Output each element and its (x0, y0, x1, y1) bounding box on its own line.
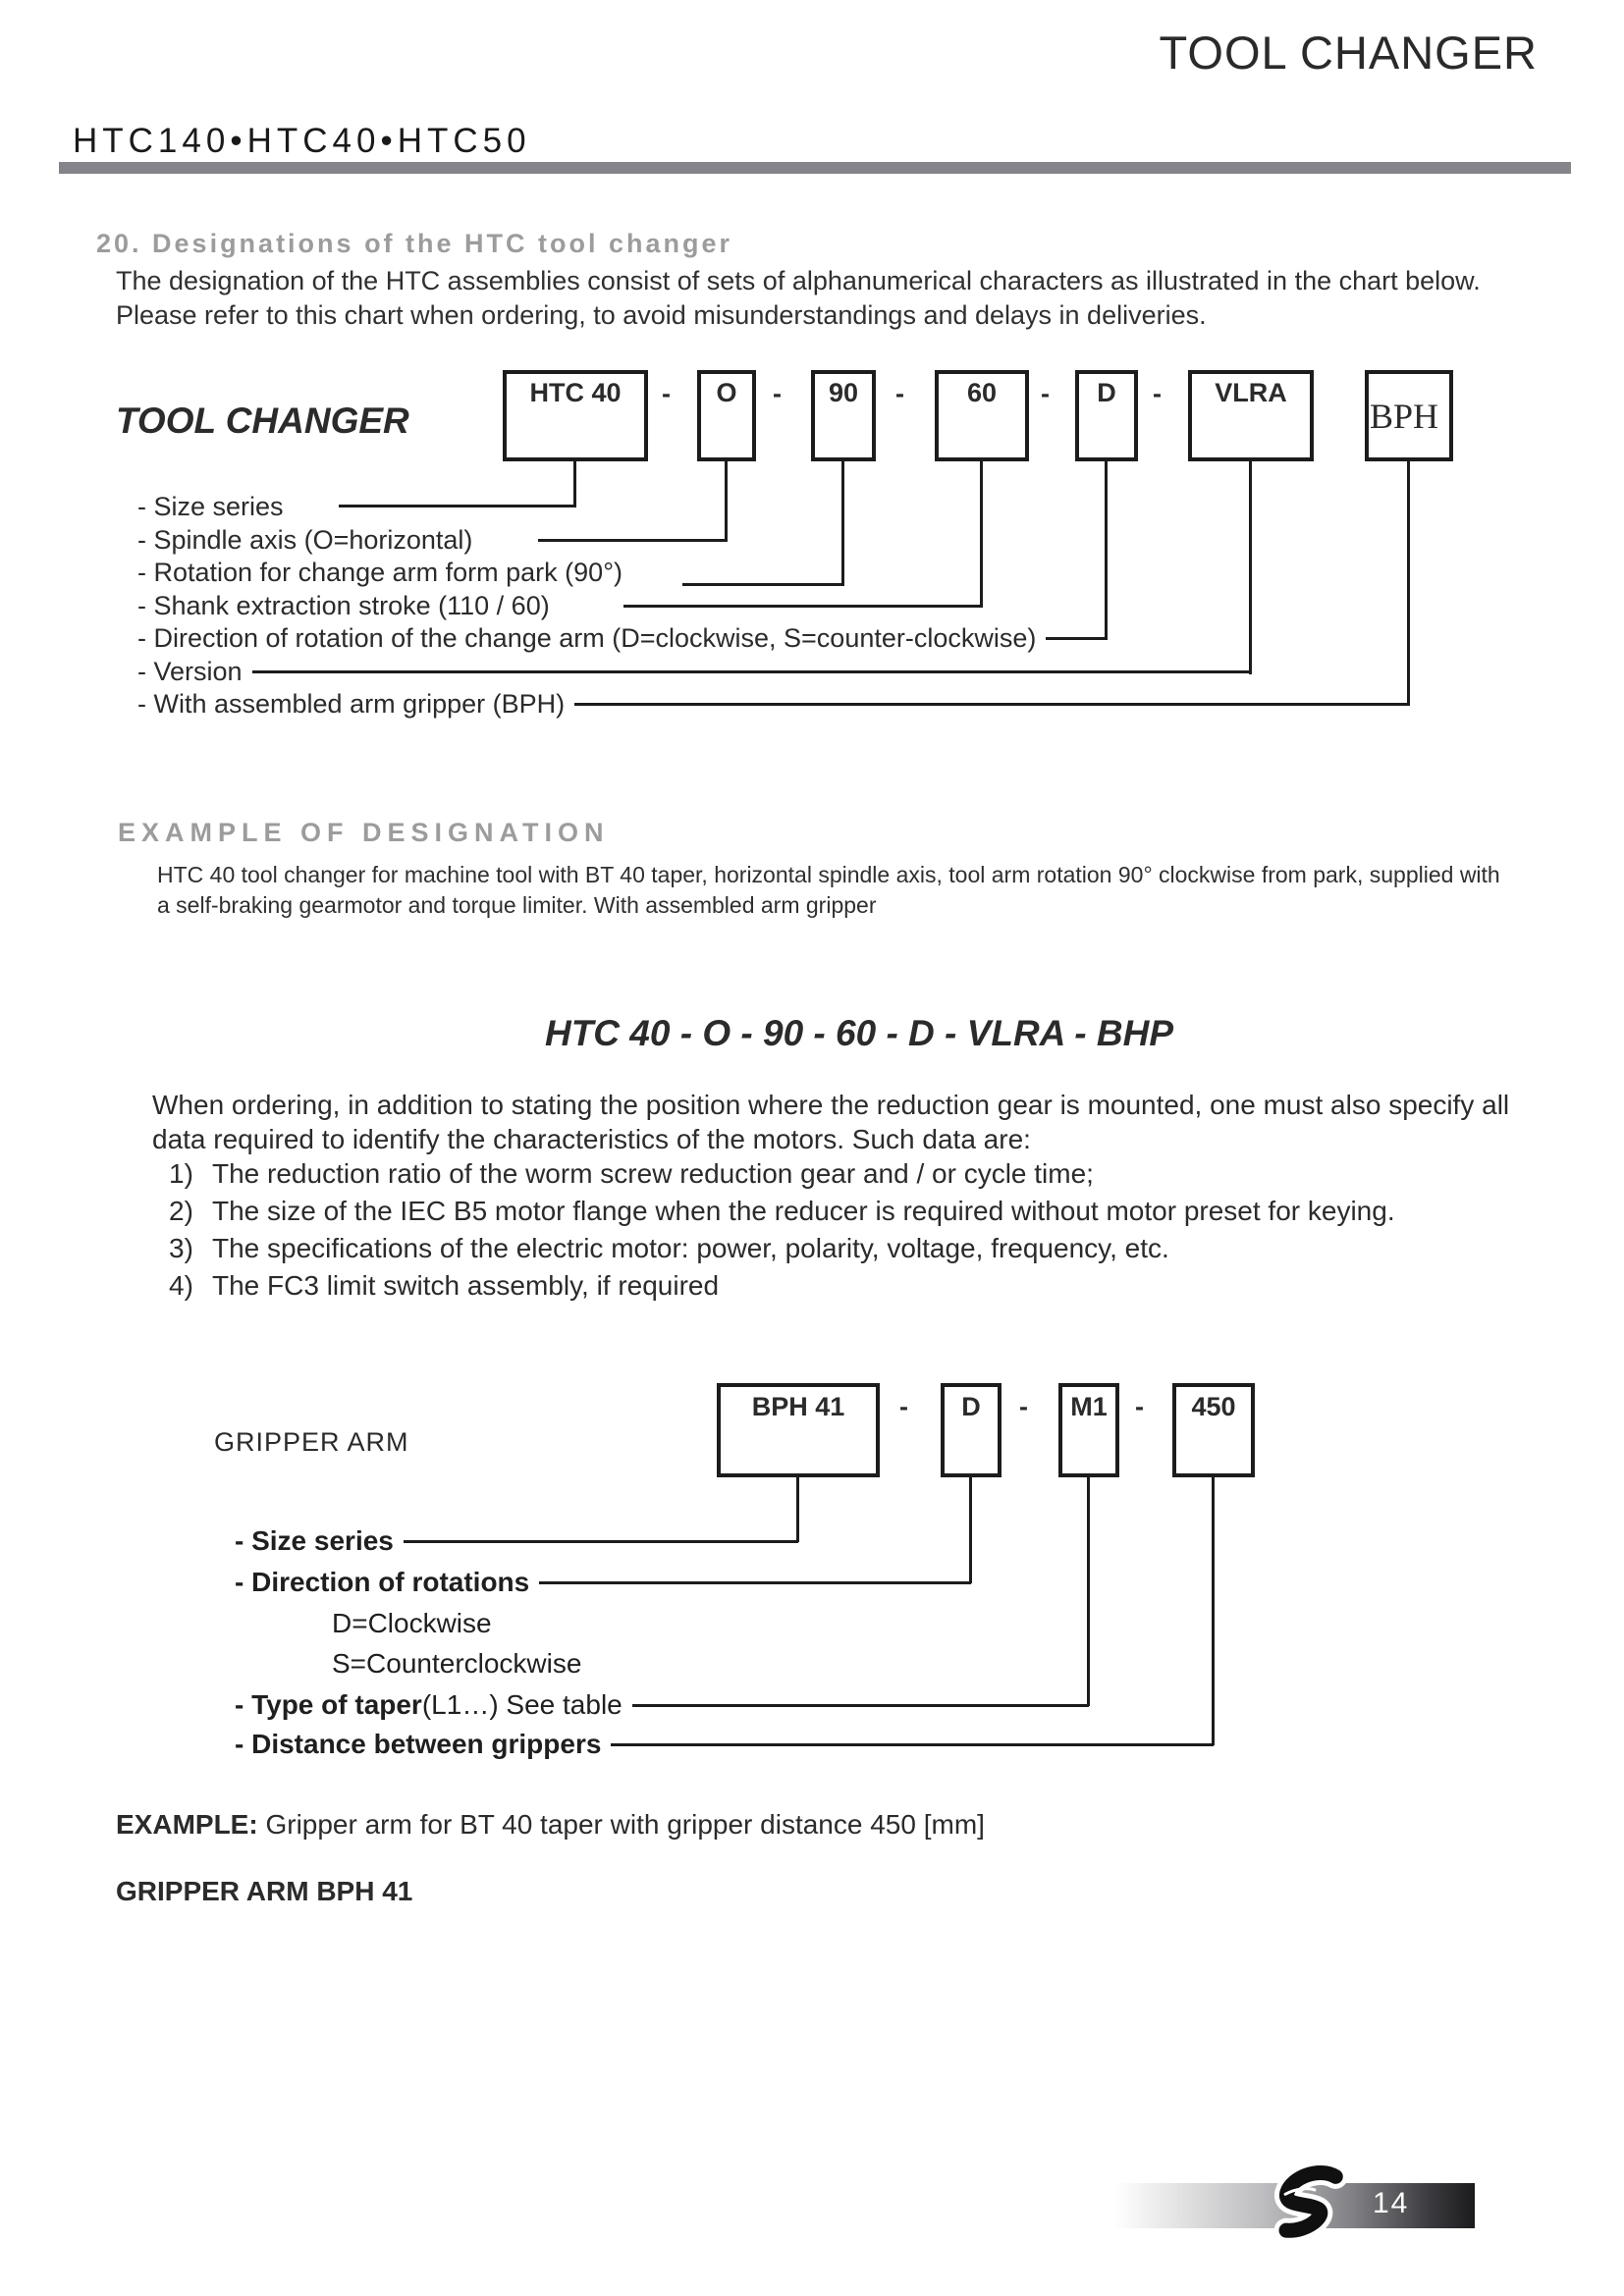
connector-line (623, 605, 983, 608)
page-title: TOOL CHANGER (1159, 27, 1538, 79)
gripper-example-text: Gripper arm for BT 40 taper with gripper distance 450 [mm] (257, 1809, 985, 1840)
intro-paragraph: The designation of the HTC assemblies consist of sets of alphanumerical characters as illustrated in the chart below. Please refer to this chart when ordering, to avoid misunderstandings and delays in deliveries. (116, 266, 1481, 330)
connector-line (1105, 461, 1108, 640)
connector-line (1046, 637, 1108, 640)
separator-dash: - (899, 1392, 908, 1421)
designation-box-version: VLRA (1188, 370, 1314, 461)
ordering-item-text: The specifications of the electric motor: power, polarity, voltage, frequency, etc. (212, 1233, 1169, 1263)
ordering-item-text: The reduction ratio of the worm screw reduction gear and / or cycle time; (212, 1158, 1094, 1189)
connector-line (632, 1704, 1089, 1707)
connector-line (725, 461, 728, 542)
header-rule (59, 162, 1571, 174)
gripper-box-direction: D (941, 1383, 1001, 1477)
ordering-paragraph: When ordering, in addition to stating the position where the reduction gear is mounted, one must also specify all data required to identify the characteristics of the motors. Such data are: (152, 1090, 1510, 1154)
designation-box-gripper-suffix: BPH (1365, 370, 1453, 461)
page-number: 14 (1373, 2187, 1410, 2219)
ordering-item-number: 4) (169, 1270, 193, 1301)
designation-box-rotation: 90 (811, 370, 876, 461)
designation-box-stroke: 60 (935, 370, 1029, 461)
gripper-option-clockwise: D=Clockwise (332, 1608, 492, 1638)
ordering-item-number: 2) (169, 1196, 193, 1226)
ordering-item (169, 1233, 1169, 1264)
gripper-legend-size (235, 1524, 798, 1558)
gripper-legend-taper-bold: - Type of taper (235, 1689, 422, 1720)
ordering-item-number: 3) (169, 1233, 193, 1263)
brand-logo-icon (1239, 2163, 1369, 2244)
connector-line (339, 505, 576, 507)
separator-dash: - (773, 379, 782, 408)
legend-arm-gripper (137, 688, 1410, 720)
gripper-legend-direction (235, 1566, 971, 1599)
gripper-box-taper: M1 (1058, 1383, 1119, 1477)
section-heading: 20. Designations of the HTC tool changer (96, 229, 733, 258)
ordering-item (169, 1158, 1094, 1190)
legend-arm-gripper-text: - With assembled arm gripper (BPH) (137, 689, 566, 719)
connector-line (1249, 461, 1252, 674)
legend-direction (137, 622, 1108, 654)
gripper-legend-taper-note: (L1…) See table (421, 1689, 623, 1720)
legend-version-text: - Version (137, 657, 243, 686)
ordering-item-text: The size of the IEC B5 motor flange when the reducer is required without motor preset for keying. (212, 1196, 1395, 1226)
legend-spindle-axis: - Spindle axis (O=horizontal) (137, 525, 473, 555)
connector-line (538, 539, 728, 542)
gripper-legend-distance-text: - Distance between grippers (235, 1729, 602, 1759)
connector-line (574, 703, 1410, 706)
gripper-arm-label: GRIPPER ARM (214, 1427, 409, 1457)
connector-line (539, 1581, 971, 1584)
legend-size-series: - Size series (137, 492, 284, 521)
separator-dash: - (1153, 379, 1162, 408)
gripper-legend-size-text: - Size series (235, 1525, 394, 1556)
legend-shank-stroke: - Shank extraction stroke (110 / 60) (137, 591, 550, 620)
connector-line (573, 461, 576, 507)
gripper-box-distance: 450 (1172, 1383, 1255, 1477)
ordering-item (169, 1270, 719, 1302)
gripper-box-size: BPH 41 (717, 1383, 880, 1477)
connector-line (1087, 1477, 1090, 1706)
example-paragraph: HTC 40 tool changer for machine tool with BT 40 taper, horizontal spindle axis, tool arm rotation 90° clockwise from park, supplied with a self-braking gearmotor and torque limiter. With assembled arm gripper (157, 862, 1500, 918)
connector-line (841, 461, 844, 586)
separator-dash: - (1041, 379, 1050, 408)
separator-dash: - (895, 379, 904, 408)
separator-dash: - (1019, 1392, 1028, 1421)
designation-box-spindle: O (697, 370, 756, 461)
gripper-option-counterclockwise: S=Counterclockwise (332, 1648, 582, 1679)
connector-line (682, 583, 844, 586)
designation-box-size: HTC 40 (503, 370, 648, 461)
gripper-example-line (116, 1809, 985, 1841)
gripper-legend-distance (235, 1728, 1214, 1761)
separator-dash: - (1135, 1392, 1144, 1421)
connector-line (1212, 1477, 1215, 1745)
legend-direction-text: - Direction of rotation of the change arm (D=clockwise, S=counter-clockwise) (137, 623, 1037, 653)
example-heading: EXAMPLE OF DESIGNATION (118, 818, 610, 847)
tool-changer-label: TOOL CHANGER (116, 400, 409, 441)
connector-line (1407, 461, 1410, 706)
gripper-legend-direction-text: - Direction of rotations (235, 1567, 530, 1597)
gripper-example-label: EXAMPLE: (116, 1809, 258, 1840)
connector-line (252, 670, 1252, 673)
brand-header: HTC140•HTC40•HTC50 (73, 122, 531, 160)
ordering-item-number: 1) (169, 1158, 193, 1189)
designation-box-direction: D (1075, 370, 1138, 461)
connector-line (611, 1743, 1214, 1746)
ordering-item (169, 1196, 1395, 1227)
designation-code: HTC 40 - O - 90 - 60 - D - VLRA - BHP (544, 1013, 1174, 1053)
gripper-arm-title: GRIPPER ARM BPH 41 (116, 1876, 413, 1906)
separator-dash: - (662, 379, 671, 408)
gripper-legend-taper (235, 1688, 1089, 1722)
legend-version (137, 656, 1252, 687)
connector-line (980, 461, 983, 608)
ordering-item-text: The FC3 limit switch assembly, if required (212, 1270, 720, 1301)
legend-rotation: - Rotation for change arm form park (90°) (137, 558, 623, 587)
connector-line (404, 1540, 798, 1543)
